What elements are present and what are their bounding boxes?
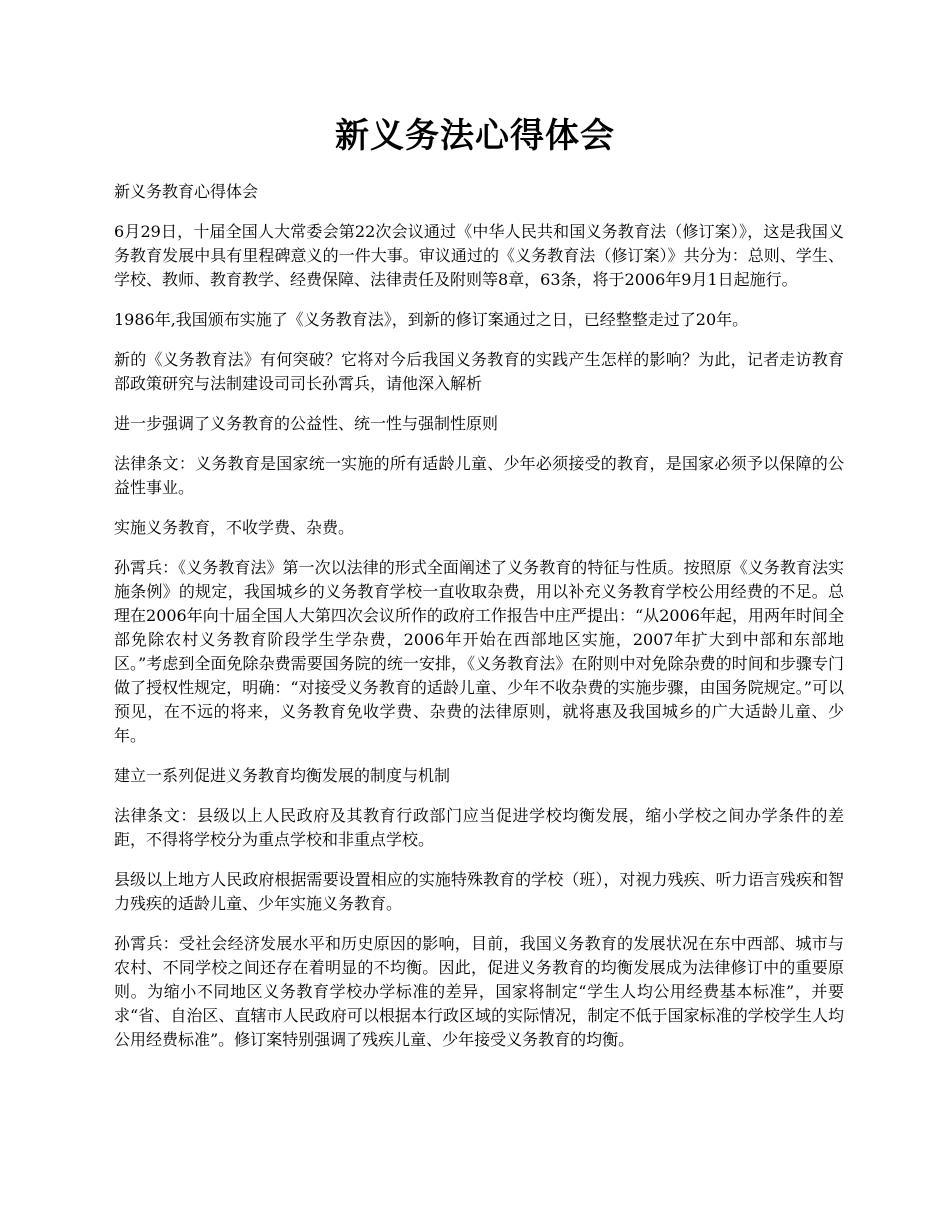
paragraph-subtitle: 新义务教育心得体会: [114, 182, 259, 201]
paragraph-no-fees: 实施义务教育，不收学费、杂费。: [114, 518, 355, 537]
paragraph-intro: 6月29日，十届全国人大常委会第22次会议通过《中华人民共和国义务教育法（修订案）》，这是我国义务教育发展中具有里程碑意义的一件大事。审议通过的《义务教育法（修订案）》共分为：总则、学生、学校、教师、教育教学、经费保障、法律责任及附则等8章，63条，将于2006年9月1日起施行。: [114, 222, 844, 289]
document-body: [114, 180, 844, 1068]
paragraph-law-article-2: 法律条文：县级以上人民政府及其教育行政部门应当促进学校均衡发展，缩小学校之间办学条件的差距，不得将学校分为重点学校和非重点学校。: [114, 806, 844, 849]
paragraph-interview-1: 孙霄兵：《义务教育法》第一次以法律的形式全面阐述了义务教育的特征与性质。按照原《义务教育法实施条例》的规定，我国城乡的义务教育学校一直收取杂费，用以补充义务教育学校公用经费的不足。总理在2006年向十届全国人大第四次会议所作的政府工作报告中庄严提出：“从2006年起，用两年时间全部免除农村义务教育阶段学生学杂费，2006年开始在西部地区实施，2007年扩大到中部和东部地区。”考虑到全面免除杂费需要国务院的统一安排，《义务教育法》在附则中对免除杂费的时间和步骤专门做了授权性规定，明确：“对接受义务教育的适龄儿童、少年不收杂费的实施步骤，由国务院规定。”可以预见，在不远的将来，义务教育免收学费、杂费的法律原则，就将惠及我国城乡的广大适龄儿童、少年。: [114, 558, 844, 745]
paragraph-history: 1986年,我国颁布实施了《义务教育法》，到新的修订案通过之日，已经整整走过了20年。: [114, 310, 749, 329]
paragraph-question: 新的《义务教育法》有何突破？它将对今后我国义务教育的实践产生怎样的影响？为此，记者走访教育部政策研究与法制建设司司长孙霄兵，请他深入解析: [114, 350, 844, 393]
paragraph-interview-2: 孙霄兵：受社会经济发展水平和历史原因的影响，目前，我国义务教育的发展状况在东中西部、城市与农村、不同学校之间还存在着明显的不均衡。因此，促进义务教育的均衡发展成为法律修订中的重要原则。为缩小不同地区义务教育学校办学标准的差异，国家将制定“学生人均公用经费基本标准”，并要求“省、自治区、直辖市人民政府可以根据本行政区域的实际情况，制定不低于国家标准的学校学生人均公用经费标准”。修订案特别强调了残疾儿童、少年接受义务教育的均衡。: [114, 934, 844, 1049]
section-heading-public-welfare: 进一步强调了义务教育的公益性、统一性与强制性原则: [114, 414, 499, 433]
paragraph-law-article-1: 法律条文：义务教育是国家统一实施的所有适龄儿童、少年必须接受的教育，是国家必须予以保障的公益性事业。: [114, 454, 844, 497]
document-title: 新义务法心得体会: [335, 116, 615, 156]
paragraph-special-education: 县级以上地方人民政府根据需要设置相应的实施特殊教育的学校（班），对视力残疾、听力语言残疾和智力残疾的适龄儿童、少年实施义务教育。: [114, 870, 844, 913]
section-heading-balanced-development: 建立一系列促进义务教育均衡发展的制度与机制: [114, 766, 451, 785]
